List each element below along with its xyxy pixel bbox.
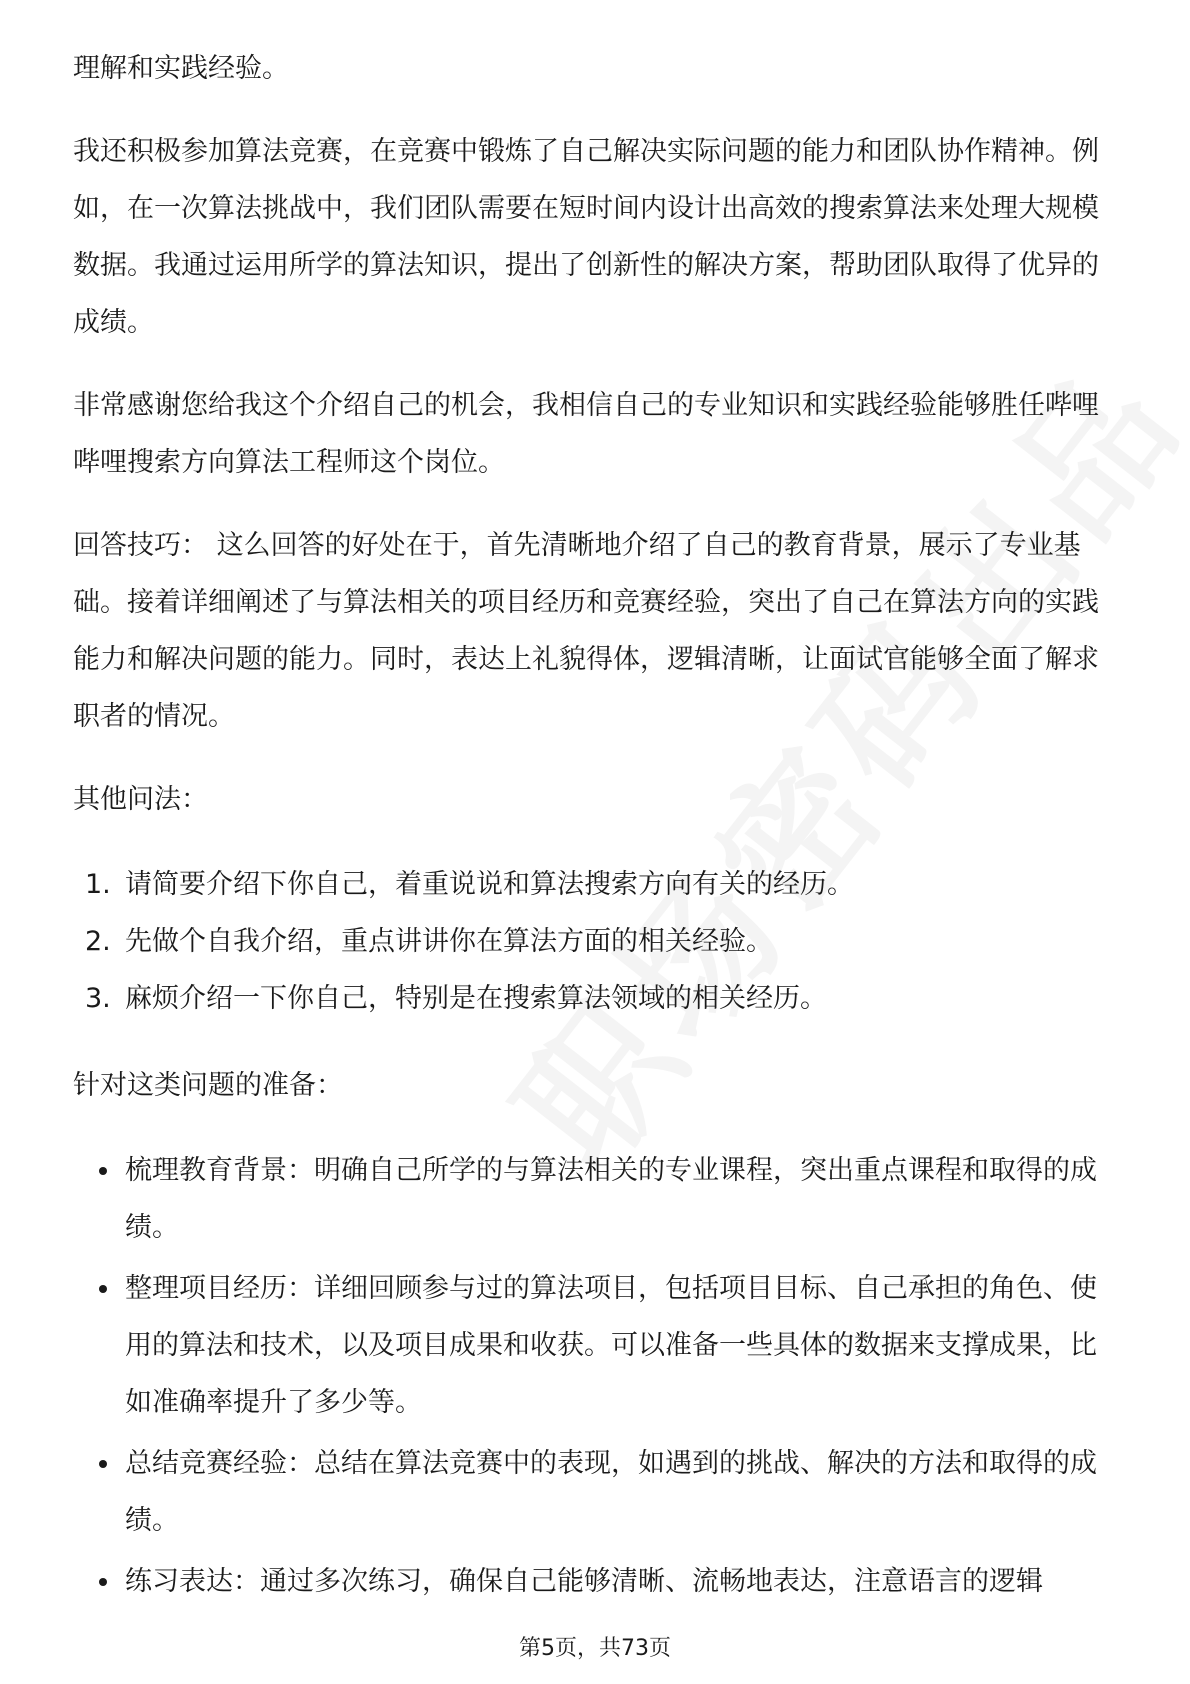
list-item bbox=[73, 1142, 1123, 1256]
list-item-text: 总结竞赛经验：总结在算法竞赛中的表现，如遇到的挑战、解决的方法和取得的成绩。 bbox=[125, 1448, 1097, 1536]
page-content bbox=[73, 40, 1123, 1614]
bullet-icon bbox=[99, 1460, 107, 1468]
bullet-icon bbox=[99, 1285, 107, 1293]
paragraph-answer-tips: 回答技巧： 这么回答的好处在于，首先清晰地介绍了自己的教育背景，展示了专业基础。接着详细阐述了与算法相关的项目经历和竞赛经验，突出了自己在算法方向的实践能力和解决问题的能力。同时，表达上礼貌得体，逻辑清晰，让面试官能够全面了解求职者的情况。 bbox=[73, 530, 1099, 732]
list-item bbox=[73, 1435, 1123, 1549]
list-item bbox=[73, 1553, 1123, 1610]
paragraph-competition: 我还积极参加算法竞赛，在竞赛中锻炼了自己解决实际问题的能力和团队协作精神。例如，在一次算法挑战中，我们团队需要在短时间内设计出高效的搜索算法来处理大规模数据。我通过运用所学的算法知识，提出了创新性的解决方案，帮助团队取得了优异的成绩。 bbox=[73, 136, 1099, 338]
list-item bbox=[73, 970, 1123, 1027]
heading-preparation: 针对这类问题的准备： bbox=[73, 1070, 343, 1101]
list-item-text: 梳理教育背景：明确自己所学的与算法相关的专业课程，突出重点课程和取得的成绩。 bbox=[125, 1155, 1097, 1243]
list-number: 1. bbox=[85, 869, 111, 900]
list-item-text: 练习表达：通过多次练习，确保自己能够清晰、流畅地表达，注意语言的逻辑 bbox=[125, 1566, 1043, 1597]
other-questions-list bbox=[73, 856, 1123, 1027]
list-item-text: 先做个自我介绍，重点讲讲你在算法方面的相关经验。 bbox=[125, 926, 773, 957]
list-item bbox=[73, 1260, 1123, 1431]
list-number: 2. bbox=[85, 926, 111, 957]
paragraph-continuation: 理解和实践经验。 bbox=[73, 53, 289, 84]
list-item-text: 麻烦介绍一下你自己，特别是在搜索算法领域的相关经历。 bbox=[125, 983, 827, 1014]
list-number: 3. bbox=[85, 983, 111, 1014]
bullet-icon bbox=[99, 1578, 107, 1586]
list-item-text: 整理项目经历：详细回顾参与过的算法项目，包括项目目标、自己承担的角色、使用的算法和技术，以及项目成果和收获。可以准备一些具体的数据来支撑成果，比如准确率提升了多少等。 bbox=[125, 1273, 1097, 1418]
list-item-text: 请简要介绍下你自己，着重说说和算法搜索方向有关的经历。 bbox=[125, 869, 854, 900]
page-footer: 第5页，共73页 bbox=[519, 1636, 671, 1661]
paragraph-thanks: 非常感谢您给我这个介绍自己的机会，我相信自己的专业知识和实践经验能够胜任哔哩哔哩搜索方向算法工程师这个岗位。 bbox=[73, 390, 1099, 478]
preparation-list bbox=[73, 1142, 1123, 1610]
heading-other-questions: 其他问法： bbox=[73, 784, 208, 815]
bullet-icon bbox=[99, 1167, 107, 1175]
list-item bbox=[73, 856, 1123, 913]
list-item bbox=[73, 913, 1123, 970]
